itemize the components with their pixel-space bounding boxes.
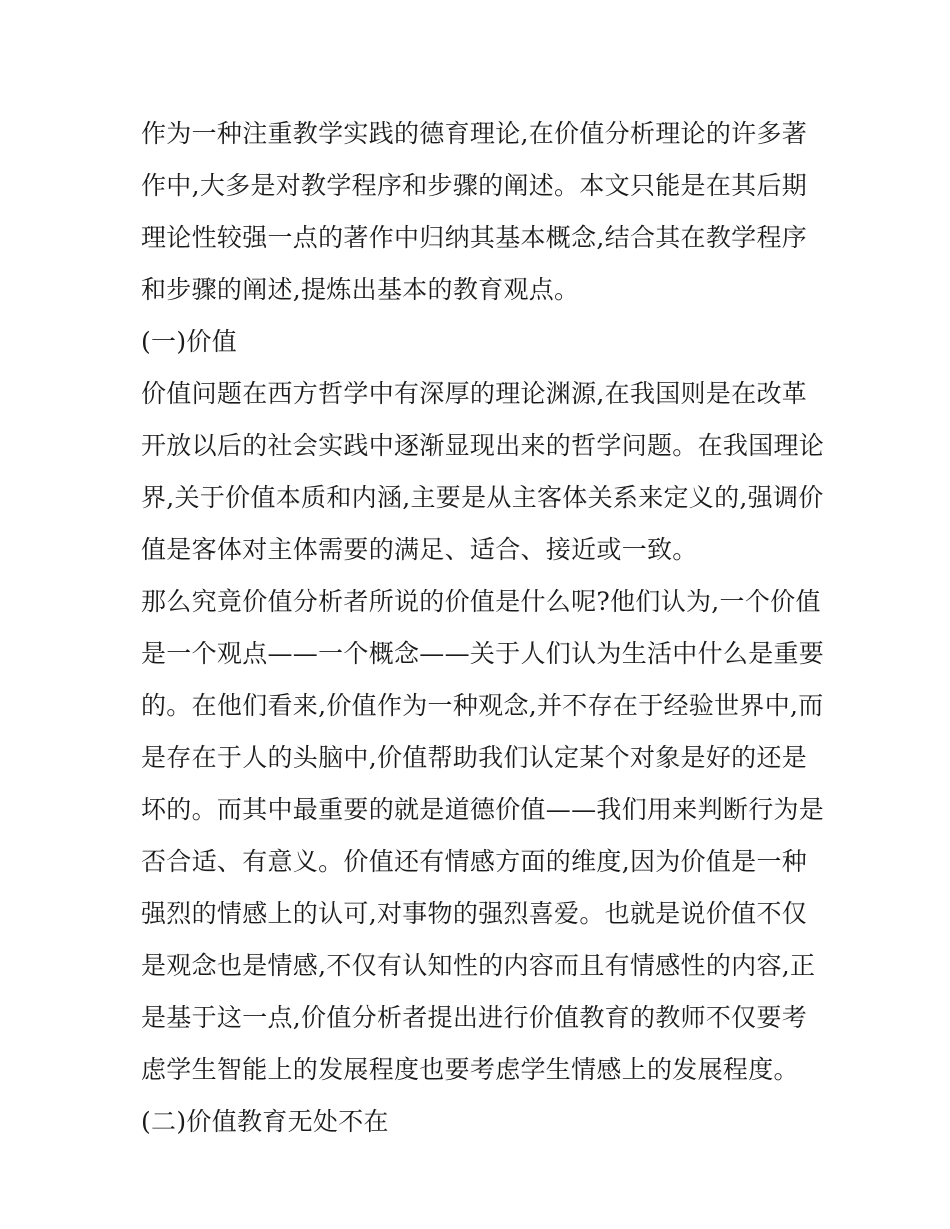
section-heading: (二)价值教育无处不在	[141, 1107, 389, 1136]
paragraph-line: 那么究竟价值分析者所说的价值是什么呢?他们认为,一个价值	[141, 587, 821, 616]
paragraph-line: 是观念也是情感,不仅有认知性的内容而且有情感性的内容,正	[141, 951, 816, 980]
paragraph-line: 否合适、有意义。价值还有情感方面的维度,因为价值是一种	[141, 847, 808, 876]
section-heading: (一)价值	[141, 327, 238, 356]
document-body	[141, 108, 825, 1148]
paragraph-line: 界,关于价值本质和内涵,主要是从主客体关系来定义的,强调价	[141, 483, 824, 512]
paragraph-line: 是一个观点——一个概念——关于人们认为生活中什么是重要	[141, 639, 825, 668]
paragraph-line: 是存在于人的头脑中,价值帮助我们认定某个对象是好的还是	[141, 743, 808, 772]
paragraph-line: 作中,大多是对教学程序和步骤的阐述。本文只能是在其后期	[141, 171, 808, 200]
paragraph-line: 是基于这一点,价值分析者提出进行价值教育的教师不仅要考	[141, 1003, 808, 1032]
paragraph-line: 理论性较强一点的著作中归纳其基本概念,结合其在教学程序	[141, 223, 808, 252]
paragraph-line: 虑学生智能上的发展程度也要考虑学生情感上的发展程度。	[141, 1055, 799, 1084]
paragraph-line: 开放以后的社会实践中逐渐显现出来的哲学问题。在我国理论	[141, 431, 825, 460]
paragraph-line: 作为一种注重教学实践的德育理论,在价值分析理论的许多著	[141, 119, 808, 148]
paragraph-line: 价值问题在西方哲学中有深厚的理论渊源,在我国则是在改革	[141, 379, 808, 408]
paragraph-line: 的。在他们看来,价值作为一种观念,并不存在于经验世界中,而	[141, 691, 824, 720]
paragraph-line: 值是客体对主体需要的满足、适合、接近或一致。	[141, 535, 698, 564]
paragraph-line: 强烈的情感上的认可,对事物的强烈喜爱。也就是说价值不仅	[141, 899, 808, 928]
paragraph-line: 和步骤的阐述,提炼出基本的教育观点。	[141, 275, 580, 304]
paragraph-line: 坏的。而其中最重要的就是道德价值——我们用来判断行为是	[141, 795, 825, 824]
